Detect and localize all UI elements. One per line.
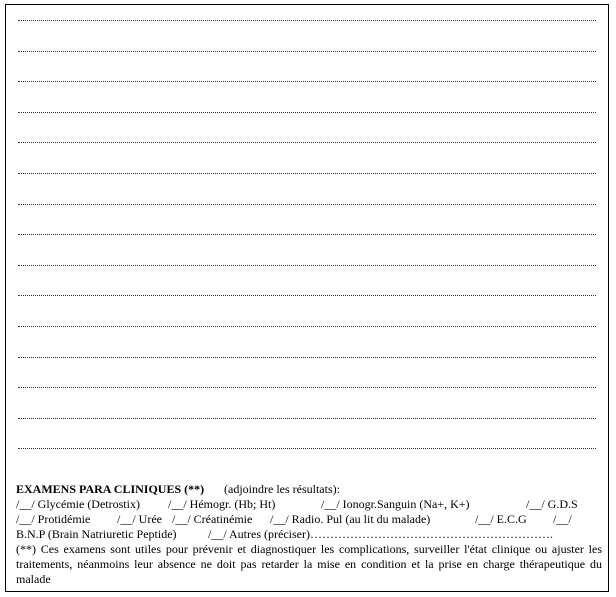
exam-row-2 [16,512,602,527]
section-title: EXAMENS PARA CLINIQUES (**) [16,482,205,496]
exam-ionogramme[interactable]: /__/ Ionogr.Sanguin (Na+, K+) [321,497,470,511]
dotted-line[interactable] [18,326,596,327]
dotted-line[interactable] [18,295,596,296]
exam-row-1 [16,497,602,512]
exam-bnp-checkbox[interactable]: /__/ [553,512,572,526]
exam-glycemie[interactable]: /__/ Glycémie (Detrostix) [16,497,140,511]
dotted-line[interactable] [18,173,596,174]
exam-row-3 [16,527,602,542]
dotted-line[interactable] [18,20,596,21]
dotted-line[interactable] [18,51,596,52]
exam-protidemie[interactable]: /__/ Protidémie [16,512,91,526]
exam-uree[interactable]: /__/ Urée [117,512,162,526]
paraclinical-exams-section [16,482,602,587]
exam-hemogramme[interactable]: /__/ Hémogr. (Hb; Ht) [168,497,276,511]
exam-bnp-label: B.N.P (Brain Natriuretic Peptide) [16,527,177,541]
exam-ecg[interactable]: /__/ E.C.G [475,512,527,526]
exam-radio-pulmonaire[interactable]: /__/ Radio. Pul (au lit du malade) [270,512,431,526]
exam-footnote: (**) Ces examens sont utiles pour prévenir et diagnostiquer les complications, surveiller l'état clinique ou ajuster les traitements, néanmoins leur absence ne doit pas retarder la mise en condition et la prise en charge thérapeutique du malade [16,542,602,586]
section-title-note: (adjoindre les résultats): [224,482,340,496]
dotted-line[interactable] [18,418,596,419]
dotted-line[interactable] [18,357,596,358]
dotted-line[interactable] [18,234,596,235]
dotted-line[interactable] [18,387,596,388]
dotted-line[interactable] [18,112,596,113]
exam-gds[interactable]: /__/ G.D.S [526,497,578,511]
dotted-line[interactable] [18,448,596,449]
exam-autres[interactable]: /__/ Autres (préciser)……………………………………………………. [208,527,553,541]
section-header [16,482,602,497]
dotted-line[interactable] [18,81,596,82]
dotted-line[interactable] [18,142,596,143]
dotted-line[interactable] [18,204,596,205]
exam-creatinemie[interactable]: /__/ Créatinémie [172,512,253,526]
dotted-line[interactable] [18,265,596,266]
